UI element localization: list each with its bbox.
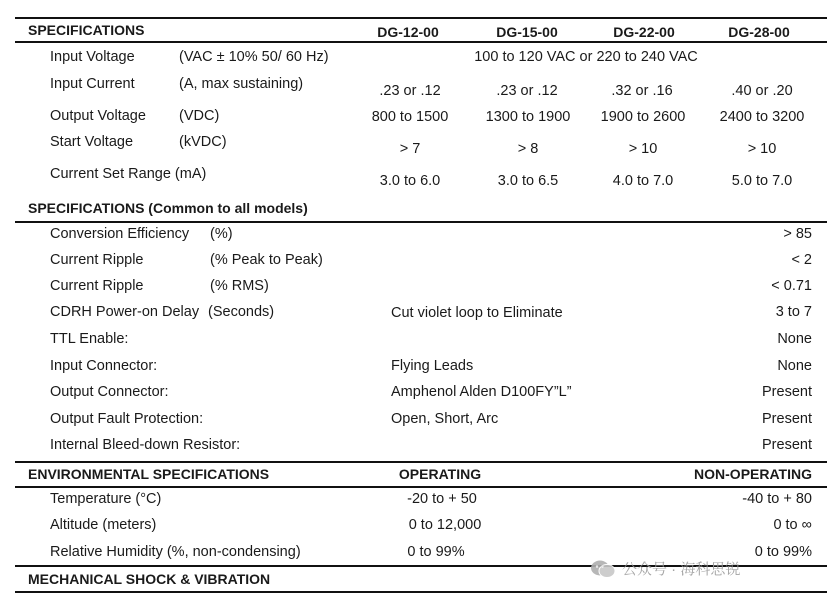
start-voltage-dg22: > 10	[628, 141, 658, 157]
current-set-range-label: Current Set Range (mA)	[50, 166, 207, 182]
common-row-value: Present	[762, 384, 812, 400]
common-row-unit: (%)	[210, 226, 233, 242]
output-voltage-unit: (VDC)	[179, 108, 220, 124]
env-non-operating-header: NON-OPERATING	[694, 466, 812, 482]
common-row-label: Current Ripple	[50, 278, 144, 294]
output-voltage-dg22: 1900 to 2600	[600, 109, 686, 125]
common-row-unit: (Seconds)	[208, 304, 275, 320]
model-header-dg22: DG-22-00	[613, 24, 675, 40]
start-voltage-dg28: > 10	[747, 141, 777, 157]
env-row-label: Temperature (°C)	[50, 491, 162, 507]
mech-section-title: MECHANICAL SHOCK & VIBRATION	[28, 571, 271, 587]
input-voltage-label: Input Voltage	[50, 49, 135, 65]
current-set-range-dg15: 3.0 to 6.5	[497, 173, 559, 189]
common-row-label: TTL Enable:	[50, 331, 129, 347]
common-row-unit: (% Peak to Peak)	[210, 252, 323, 268]
rule-env-top	[15, 461, 827, 463]
input-voltage-value: 100 to 120 VAC or 220 to 240 VAC	[474, 49, 698, 65]
env-row-operating: 0 to 12,000	[408, 517, 482, 533]
common-row-value: None	[777, 331, 812, 347]
output-voltage-label: Output Voltage	[50, 108, 146, 124]
input-voltage-unit: (VAC ± 10% 50/ 60 Hz)	[179, 49, 329, 65]
input-current-dg15: .23 or .12	[496, 83, 558, 99]
env-row-non-operating: 0 to ∞	[773, 517, 812, 533]
common-row-value: None	[777, 358, 812, 374]
common-row-label: Conversion Efficiency	[50, 226, 190, 242]
common-row-note: Flying Leads	[391, 358, 474, 374]
input-current-label: Input Current	[50, 76, 135, 92]
common-row-label: Output Fault Protection:	[50, 411, 204, 427]
start-voltage-dg15: > 8	[517, 141, 539, 157]
current-set-range-dg12: 3.0 to 6.0	[379, 173, 441, 189]
common-row-unit: (% RMS)	[210, 278, 269, 294]
start-voltage-unit: (kVDC)	[179, 134, 227, 150]
common-row-value: < 0.71	[771, 278, 812, 294]
common-row-label: CDRH Power-on Delay	[50, 304, 200, 320]
rule-top	[15, 17, 827, 19]
rule-env-header	[15, 486, 827, 488]
common-row-label: Output Connector:	[50, 384, 169, 400]
common-row-label: Internal Bleed-down Resistor:	[50, 437, 241, 453]
input-current-dg22: .32 or .16	[611, 83, 673, 99]
common-row-label: Current Ripple	[50, 252, 144, 268]
env-operating-header: OPERATING	[398, 466, 482, 482]
rule-spec-header	[15, 41, 827, 43]
env-row-operating: 0 to 99%	[407, 544, 465, 560]
watermark	[590, 558, 740, 579]
model-header-dg28: DG-28-00	[728, 24, 790, 40]
env-row-label: Relative Humidity (%, non-condensing)	[50, 544, 301, 560]
common-row-note: Open, Short, Arc	[391, 411, 499, 427]
current-set-range-dg28: 5.0 to 7.0	[731, 173, 793, 189]
watermark-text: 公众号 · 海科思锐	[622, 561, 741, 578]
env-row-label: Altitude (meters)	[50, 517, 157, 533]
output-voltage-dg28: 2400 to 3200	[719, 109, 805, 125]
common-row-value: 3 to 7	[775, 304, 812, 320]
model-header-dg12: DG-12-00	[377, 24, 439, 40]
common-row-note: Amphenol Alden D100FY”L”	[391, 384, 572, 400]
output-voltage-dg15: 1300 to 1900	[485, 109, 571, 125]
start-voltage-dg12: > 7	[399, 141, 421, 157]
output-voltage-dg12: 800 to 1500	[371, 109, 449, 125]
env-section-title: ENVIRONMENTAL SPECIFICATIONS	[28, 466, 270, 482]
common-row-value: Present	[762, 411, 812, 427]
current-set-range-dg22: 4.0 to 7.0	[612, 173, 674, 189]
common-section-title: SPECIFICATIONS (Common to all models)	[28, 200, 308, 216]
wechat-icon	[590, 559, 616, 579]
input-current-dg12: .23 or .12	[379, 83, 441, 99]
input-current-unit: (A, max sustaining)	[179, 76, 304, 92]
rule-common-header	[15, 221, 827, 223]
env-row-non-operating: -40 to + 80	[742, 491, 812, 507]
common-row-value: Present	[762, 437, 812, 453]
common-row-label: Input Connector:	[50, 358, 158, 374]
common-row-note: Cut violet loop to Eliminate	[391, 305, 563, 321]
start-voltage-label: Start Voltage	[50, 134, 134, 150]
spec-section-title: SPECIFICATIONS	[28, 22, 145, 38]
model-header-dg15: DG-15-00	[496, 24, 558, 40]
common-row-value: > 85	[783, 226, 812, 242]
input-current-dg28: .40 or .20	[731, 83, 793, 99]
env-row-non-operating: 0 to 99%	[754, 544, 812, 560]
common-row-value: < 2	[791, 252, 812, 268]
rule-mech-header	[15, 591, 827, 593]
env-row-operating: -20 to + 50	[407, 491, 477, 507]
